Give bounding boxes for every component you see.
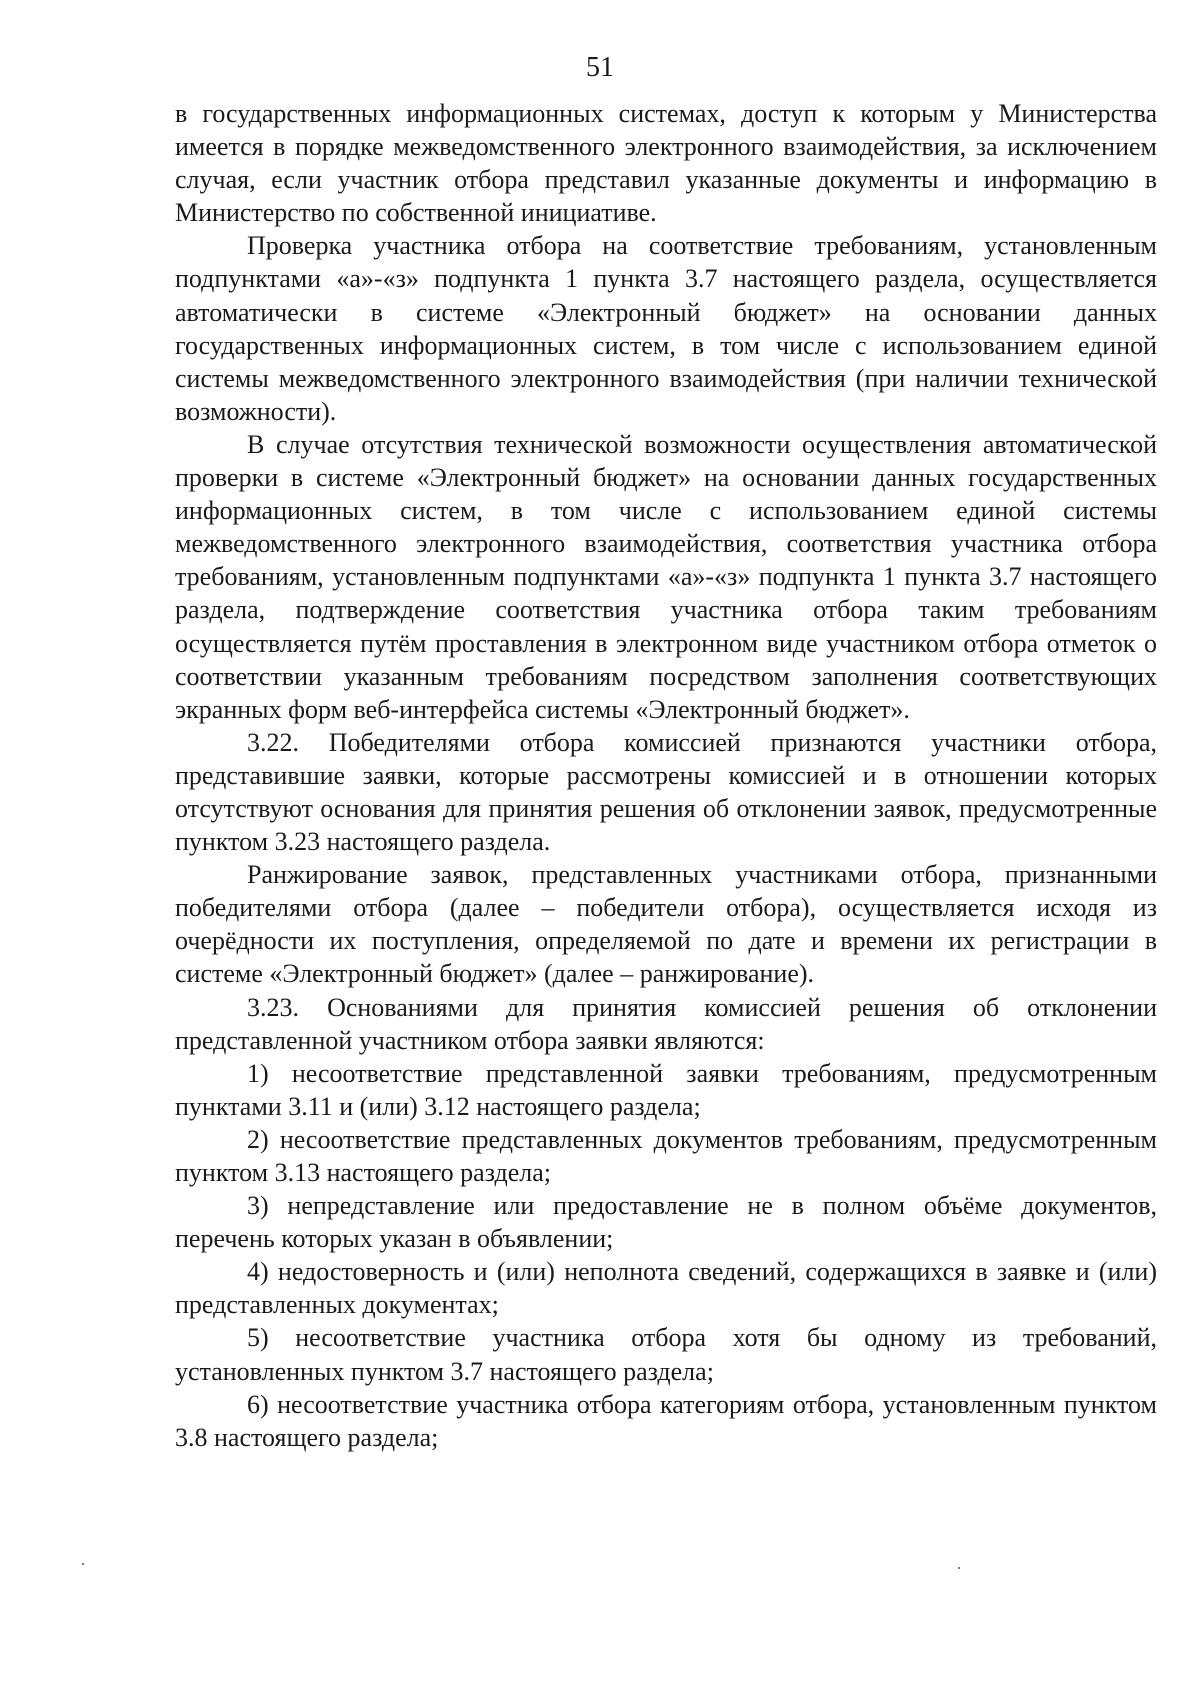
scan-speck-right [958, 1567, 960, 1569]
list-item-1: 1) несоответствие представленной заявки требованиям, предусмотренным пунктами 3.11 и (или) 3.12 настоящего раздела; [175, 1058, 1157, 1121]
paragraph-3: В случае отсутствия технической возможности осуществления автоматической проверки в системе «Электронный бюджет» на основании данных государственных информационных систем, в том числе с использованием единой системы межведомственного электронного взаимодействия, соответствия участника отбора требованиям, установленным подпунктами «а»-«з» подпункта 1 пункта 3.7 настоящего раздела, подтверждение соответствия участника отбора таким требованиям осуществляется путём проставления в электронном виде участником отбора отметок о соответствии указанным требованиям посредством заполнения соответствующих экранных форм веб-интерфейса системы «Электронный бюджет». [175, 429, 1157, 724]
document-body [175, 97, 1157, 1454]
list-item-3: 3) непредставление или предоставление не в полном объёме документов, перечень которых указан в объявлении; [175, 1191, 1157, 1254]
paragraph-1: в государственных информационных системах, доступ к которым у Министерства имеется в порядке межведомственного электронного взаимодействия, за исключением случая, если участник отбора представил указанные документы и информацию в Министерство по собственной инициативе. [175, 99, 1157, 228]
paragraph-2: Проверка участника отбора на соответствие требованиям, установленным подпунктами «а»-«з» подпункта 1 пункта 3.7 настоящего раздела, осуществляется автоматически в системе «Электронный бюджет» на основании данных государственных информационных систем, в том числе с использованием единой системы межведомственного электронного взаимодействия (при наличии технической возможности). [175, 231, 1157, 426]
list-item-6: 6) несоответствие участника отбора категориям отбора, установленным пунктом 3.8 настоящего раздела; [175, 1389, 1157, 1452]
list-item-4: 4) недостоверность и (или) неполнота сведений, содержащихся в заявке и (или) представленных документах; [175, 1257, 1157, 1320]
paragraph-3-23: 3.23. Основаниями для принятия комиссией решения об отклонении представленной участником отбора заявки являются: [175, 992, 1157, 1055]
paragraph-ranking: Ранжирование заявок, представленных участниками отбора, признанными победителями отбора (далее – победители отбора), осуществляется исходя из очерёдности их поступления, определяемой по дате и времени их регистрации в системе «Электронный бюджет» (далее – ранжирование). [175, 860, 1157, 989]
page-number: 51 [586, 52, 614, 83]
paragraph-3-22: 3.22. Победителями отбора комиссией признаются участники отбора, представившие заявки, которые рассмотрены комиссией и в отношении которых отсутствуют основания для принятия решения об отклонении заявок, предусмотренные пунктом 3.23 настоящего раздела. [175, 727, 1157, 857]
list-item-2: 2) несоответствие представленных документов требованиям, предусмотренным пунктом 3.13 настоящего раздела; [175, 1124, 1157, 1187]
list-item-5: 5) несоответствие участника отбора хотя бы одному из требований, установленных пунктом 3.7 настоящего раздела; [175, 1323, 1157, 1386]
scan-speck-left [82, 1563, 84, 1565]
